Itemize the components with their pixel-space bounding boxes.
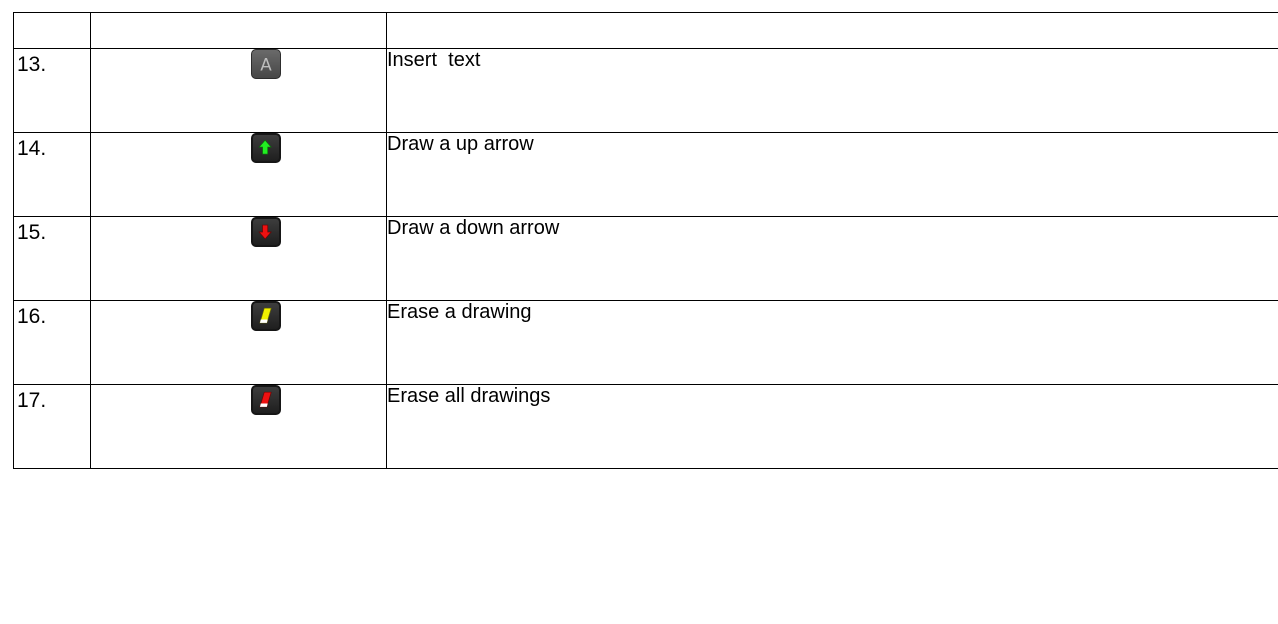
eraser-all-icon [251, 385, 281, 415]
row-number-cell [14, 49, 91, 133]
text-icon [251, 49, 281, 79]
row-number: 13. [17, 53, 47, 76]
table-row [14, 49, 1278, 133]
icon-cell [91, 217, 387, 301]
up-arrow-shape [259, 140, 271, 154]
header-num-cell [14, 13, 91, 49]
header-desc-cell [387, 13, 1278, 49]
table-row [14, 217, 1278, 301]
icon-cell [91, 49, 387, 133]
row-description: Insert text [387, 49, 1278, 133]
header-icon-cell [91, 13, 387, 49]
table-row [14, 133, 1278, 217]
row-number: 14. [17, 137, 47, 160]
row-number: 16. [17, 305, 47, 328]
eraser-all-tip [259, 403, 267, 406]
row-description: Draw a down arrow [387, 217, 1278, 301]
row-number-cell [14, 301, 91, 385]
table-row [14, 301, 1278, 385]
table-row [14, 385, 1278, 469]
eraser-icon [251, 301, 281, 331]
tool-table [13, 12, 1278, 469]
header-row [14, 13, 1278, 49]
icon-cell [91, 133, 387, 217]
down-arrow-icon [251, 217, 281, 247]
row-description: Erase a drawing [387, 301, 1278, 385]
row-description: Erase all drawings [387, 385, 1278, 469]
row-number-cell [14, 385, 91, 469]
up-arrow-icon [251, 133, 281, 163]
icon-cell [91, 301, 387, 385]
row-number: 15. [17, 221, 47, 244]
row-number-cell [14, 133, 91, 217]
text-icon-letter: A [259, 54, 272, 75]
down-arrow-shape [259, 225, 271, 239]
eraser-tip [259, 319, 267, 322]
row-number: 17. [17, 389, 47, 412]
icon-cell [91, 385, 387, 469]
row-number-cell [14, 217, 91, 301]
row-description: Draw a up arrow [387, 133, 1278, 217]
